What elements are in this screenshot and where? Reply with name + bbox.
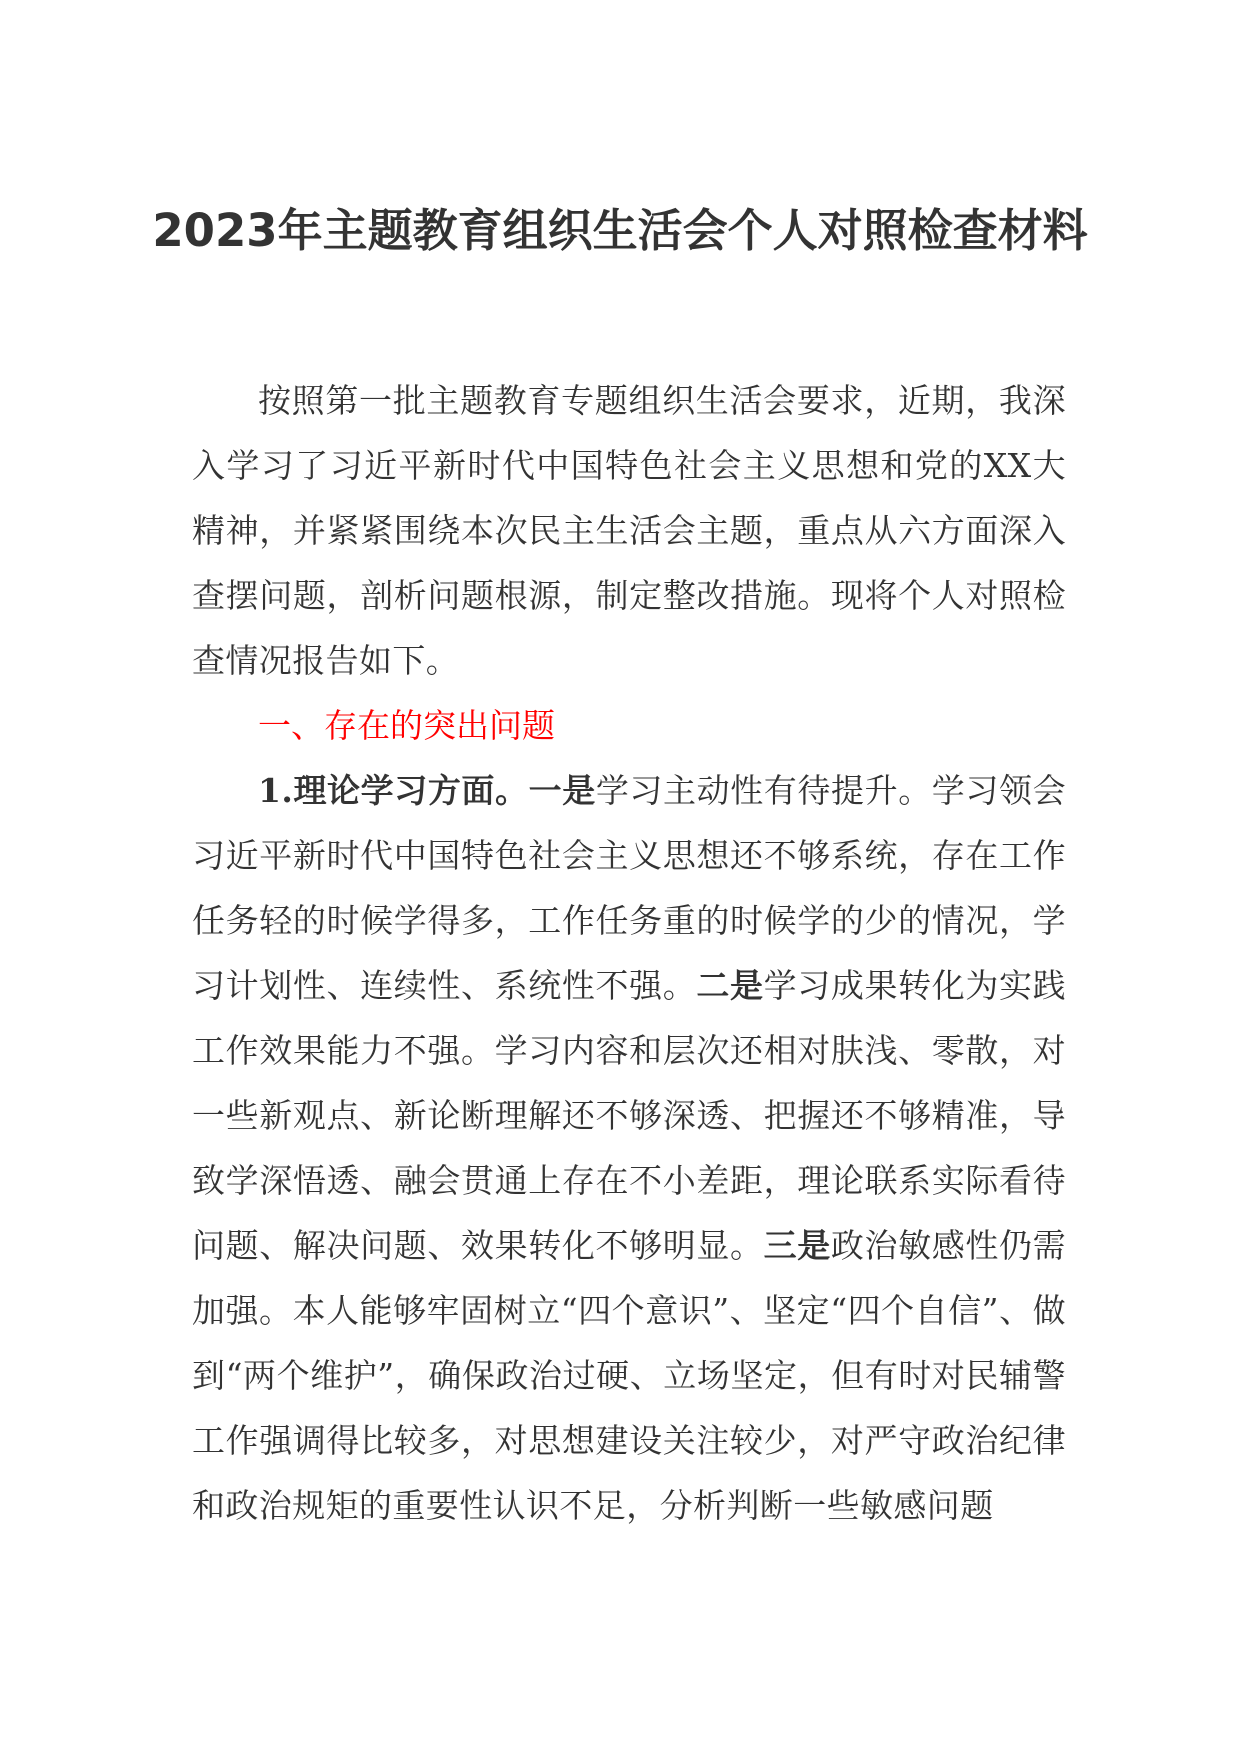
point-label-3: 三是	[763, 1226, 831, 1265]
document-body	[192, 368, 1066, 1538]
item-lead: 1.理论学习方面。	[258, 771, 529, 810]
point-text-1: 学习主动性有待提升。学习领会习近平新时代中国特色社会主义思想还不够系统，存在工作任务轻的时候学得多，工作任务重的时候学的少的情况，学习计划性、连续性、系统性不强。	[192, 771, 1066, 1005]
point-text-3: 政治敏感性仍需加强。本人能够牢固树立“四个意识”、坚定“四个自信”、做到“两个维护”，确保政治过硬、立场坚定，但有时对民辅警工作强调得比较多，对思想建设关注较少，对严守政治纪律和政治规矩的重要性认识不足，分析判断一些敏感问题	[192, 1226, 1066, 1525]
section-heading-problems: 一、存在的突出问题	[258, 706, 555, 745]
point-label-2: 二是	[696, 966, 764, 1005]
theory-study-paragraph	[192, 758, 1066, 1538]
point-label-1: 一是	[528, 771, 596, 810]
document-title: 2023年主题教育组织生活会个人对照检查材料	[152, 204, 1088, 257]
intro-paragraph: 按照第一批主题教育专题组织生活会要求，近期，我深入学习了习近平新时代中国特色社会主义思想和党的XX大精神，并紧紧围绕本次民主生活会主题，重点从六方面深入查摆问题，剖析问题根源，制定整改措施。现将个人对照检查情况报告如下。	[192, 381, 1066, 680]
point-text-2: 学习成果转化为实践工作效果能力不强。学习内容和层次还相对肤浅、零散，对一些新观点、新论断理解还不够深透、把握还不够精准，导致学深悟透、融会贯通上存在不小差距，理论联系实际看待问题、解决问题、效果转化不够明显。	[192, 966, 1066, 1265]
